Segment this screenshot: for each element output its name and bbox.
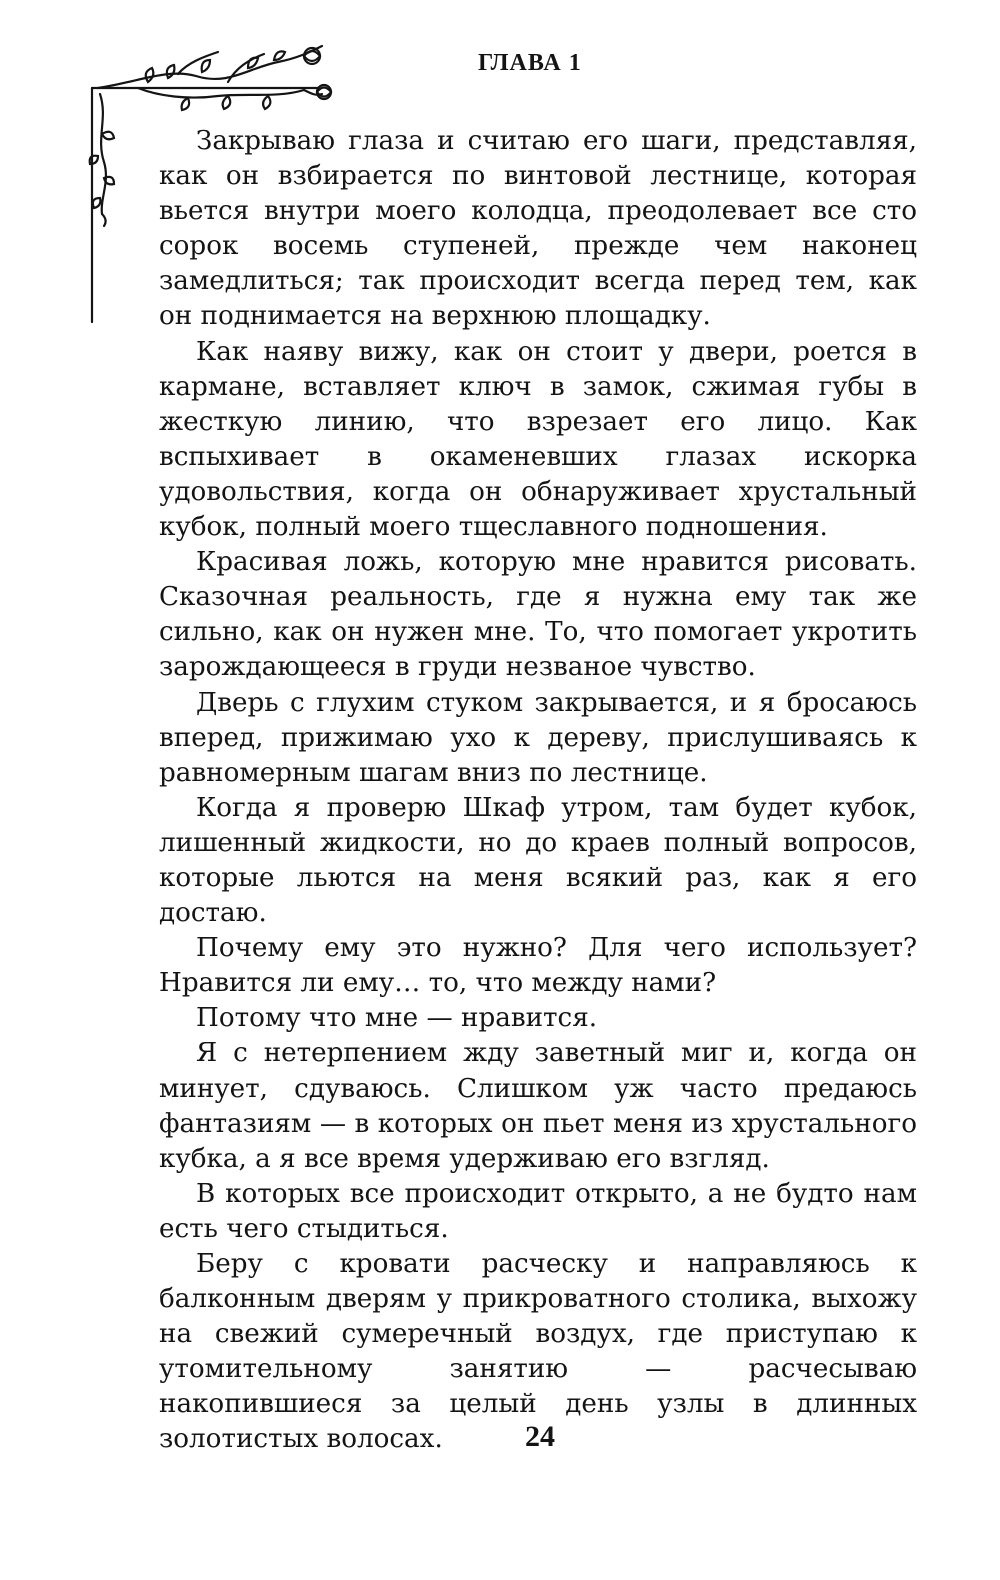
page-number: 24 (525, 1420, 555, 1453)
paragraph: Я с нетерпением жду заветный миг и, когда он минует, сдуваюсь. Слишком уж часто предаюсь фантазиям — в которых он пьет меня из хрустального кубка, а я все время удерживаю его взгляд. (159, 1038, 917, 1174)
paragraph: Закрываю глаза и считаю его шаги, представляя, как он взбирается по винтовой лестнице, которая вьется внутри моего колодца, преодолевает все сто сорок восемь ступеней, прежде чем наконец замедлиться; так происходит всегда перед тем, как он поднимается на верхнюю площадку. (159, 126, 917, 332)
paragraph: Красивая ложь, которую мне нравится рисовать. Сказочная реальность, где я нужна ему так же сильно, как он нужен мне. То, что помогает укротить зарождающееся в груди незваное чувство. (159, 547, 917, 683)
paragraph: Беру с кровати расческу и направляюсь к балконным дверям у прикроватного столика, выхожу на свежий сумеречный воздух, где приступаю к утомительному занятию — расчесываю накопившиеся за целый день узлы в длинных золотистых волосах. (159, 1249, 917, 1455)
body-text (159, 124, 917, 1458)
paragraph: Почему ему это нужно? Для чего использует? Нравится ли ему… то, что между нами? (159, 933, 917, 999)
paragraph: Потому что мне — нравится. (196, 1003, 598, 1034)
paragraph: Когда я проверю Шкаф утром, там будет кубок, лишенный жидкости, но до краев полный вопросов, которые льются на меня всякий раз, как я его достаю. (159, 792, 917, 929)
paragraph: Дверь с глухим стуком закрывается, и я бросаюсь вперед, прижимаю ухо к дереву, прислушиваясь к равномерным шагам вниз по лестнице. (159, 687, 917, 788)
paragraph: В которых все происходит открыто, а не будто нам есть чего стыдиться. (159, 1178, 917, 1244)
paragraph: Как наяву вижу, как он стоит у двери, роется в кармане, вставляет ключ в замок, сжимая губы в жесткую линию, что взрезает его лицо. Как вспыхивает в окаменевших глазах искорка удовольствия, когда он обнаруживает хрустальный кубок, полный моего тщеславного подношения. (159, 336, 917, 543)
chapter-heading: ГЛАВА 1 (478, 50, 582, 76)
